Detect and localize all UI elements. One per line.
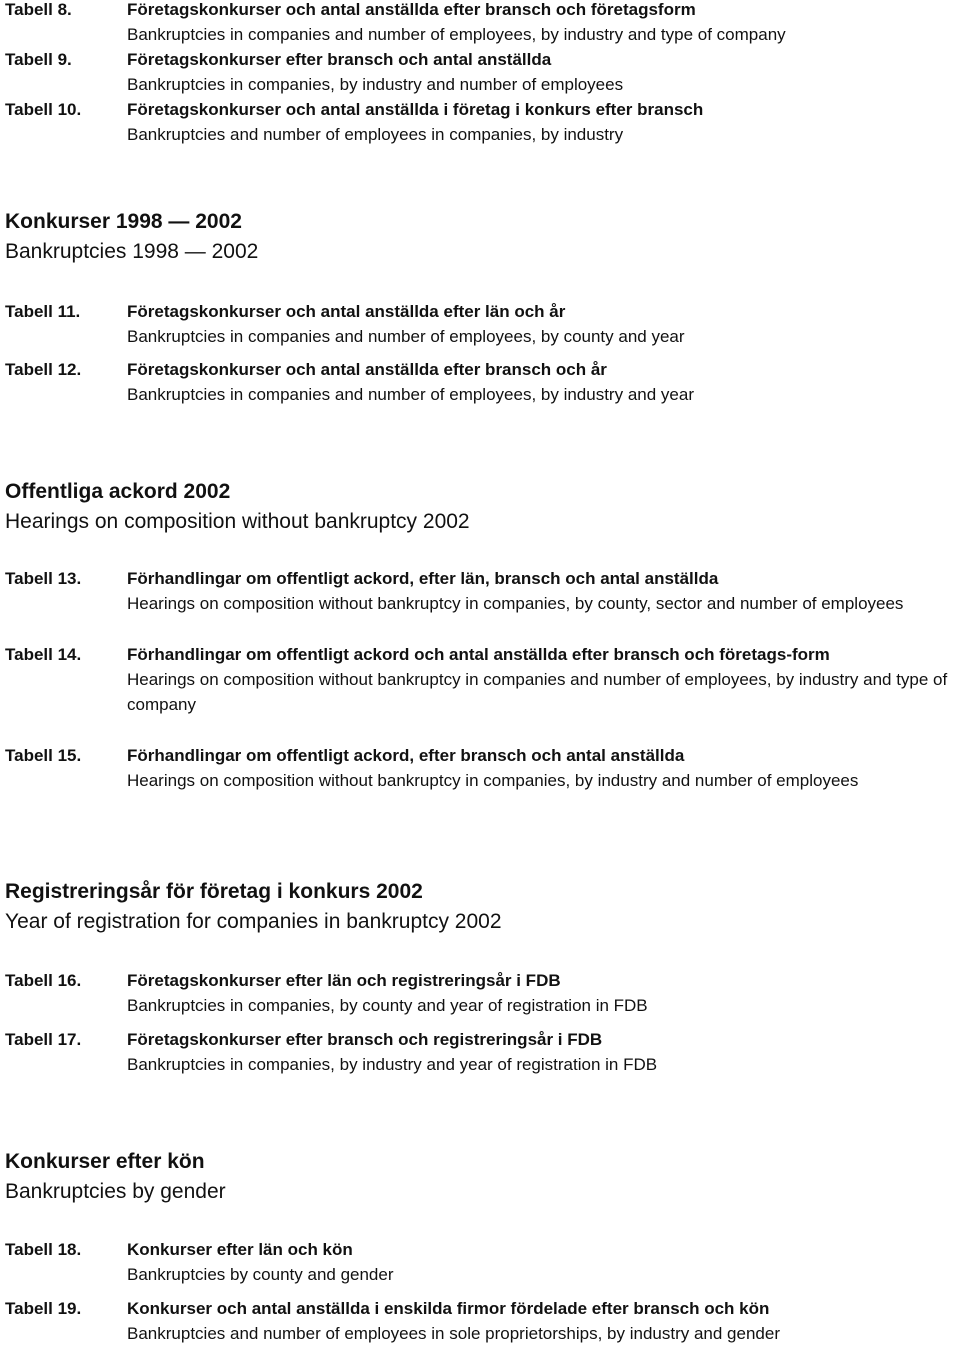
table-label: Tabell 12.: [5, 360, 82, 379]
table-title-en: Bankruptcies in companies, by county and year of registration in FDB: [127, 996, 648, 1015]
table-title-en: Bankruptcies and number of employees in sole proprietorships, by industry and gender: [127, 1324, 780, 1343]
table-title-sv: Förhandlingar om offentligt ackord, efter bransch och antal anställda: [127, 746, 685, 765]
section-heading-konkurser: [5, 207, 955, 267]
table-title-sv: Företagskonkurser och antal anställda efter bransch och företagsform: [127, 0, 696, 19]
table-title-sv: Företagskonkurser efter län och registreringsår i FDB: [127, 971, 561, 990]
table-title-sv: Förhandlingar om offentligt ackord och antal anställda efter bransch och företags-form: [127, 645, 830, 664]
table-title-sv: Konkurser och antal anställda i enskilda firmor fördelade efter bransch och kön: [127, 1299, 770, 1318]
table-label: Tabell 11.: [5, 302, 81, 321]
section-heading-kon: [5, 1147, 955, 1207]
table-title-en: Hearings on composition without bankruptcy in companies, by county, sector and number of employees: [127, 594, 904, 613]
table-label: Tabell 14.: [5, 645, 82, 664]
table-label: Tabell 19.: [5, 1299, 82, 1318]
table-label: Tabell 9.: [5, 50, 72, 69]
table-title-en: Bankruptcies in companies, by industry and number of employees: [127, 75, 624, 94]
table-title-en: Bankruptcies by county and gender: [127, 1265, 394, 1284]
table-label: Tabell 8.: [5, 0, 72, 19]
section-heading-registrering: [5, 877, 955, 937]
section-title-en: Hearings on composition without bankruptcy 2002: [5, 510, 470, 533]
table-label: Tabell 15.: [5, 746, 82, 765]
table-title-sv: Företagskonkurser och antal anställda efter län och år: [127, 302, 566, 321]
table-title-sv: Företagskonkurser och antal anställda efter bransch och år: [127, 360, 607, 379]
section-title-en: Year of registration for companies in bankruptcy 2002: [5, 910, 502, 933]
table-title-sv: Företagskonkurser och antal anställda i företag i konkurs efter bransch: [127, 100, 704, 119]
table-label: Tabell 18.: [5, 1240, 82, 1259]
section-heading-ackord: [5, 477, 955, 537]
table-label: Tabell 17.: [5, 1030, 82, 1049]
table-label: Tabell 13.: [5, 569, 82, 588]
table-title-en: Bankruptcies in companies and number of employees, by county and year: [127, 327, 685, 346]
table-title-en: Hearings on composition without bankruptcy in companies, by industry and number of employees: [127, 771, 859, 790]
table-title-sv: Förhandlingar om offentligt ackord, efter län, bransch och antal anställda: [127, 569, 719, 588]
section-title-sv: Konkurser efter kön: [5, 1150, 205, 1173]
table-title-en: Bankruptcies in companies and number of employees, by industry and year: [127, 385, 694, 404]
section-title-sv: Registreringsår för företag i konkurs 2002: [5, 880, 423, 903]
table-title-sv: Företagskonkurser efter bransch och registreringsår i FDB: [127, 1030, 603, 1049]
table-label: Tabell 10.: [5, 100, 82, 119]
table-title-en: Bankruptcies in companies and number of employees, by industry and type of company: [127, 25, 786, 44]
section-title-sv: Konkurser 1998 — 2002: [5, 210, 242, 233]
table-title-en: Hearings on composition without bankruptcy in companies and number of employees, by industry and type of company: [127, 670, 948, 714]
table-title-sv: Konkurser efter län och kön: [127, 1240, 353, 1259]
table-title-en: Bankruptcies in companies, by industry and year of registration in FDB: [127, 1055, 658, 1074]
section-title-en: Bankruptcies 1998 — 2002: [5, 240, 259, 263]
section-title-en: Bankruptcies by gender: [5, 1180, 226, 1203]
table-title-sv: Företagskonkurser efter bransch och antal anställda: [127, 50, 552, 69]
section-title-sv: Offentliga ackord 2002: [5, 480, 231, 503]
table-title-en: Bankruptcies and number of employees in companies, by industry: [127, 125, 624, 144]
table-label: Tabell 16.: [5, 971, 82, 990]
